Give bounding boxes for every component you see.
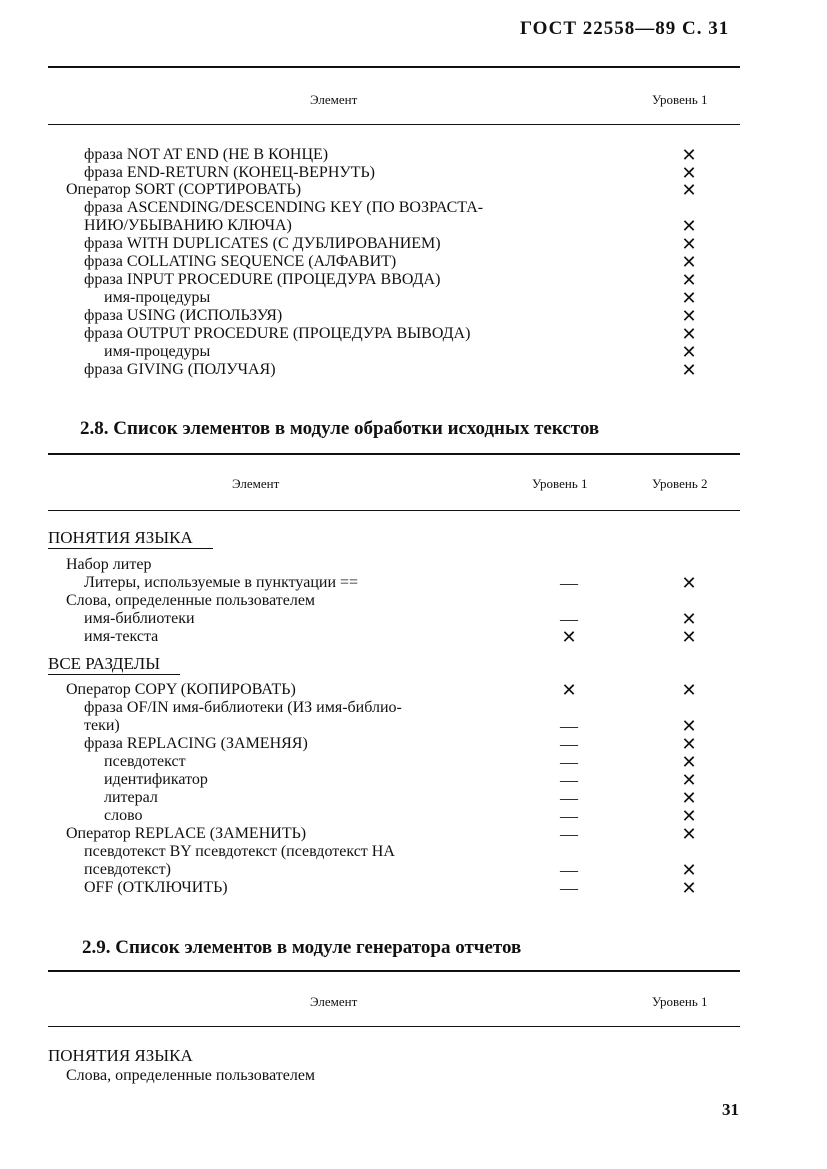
row-text: фраза INPUT PROCEDURE (ПРОЦЕДУРА ВВОДА) (84, 271, 441, 288)
table2-top-rule (48, 453, 740, 455)
table3-col-level1: Уровень 1 (652, 994, 708, 1009)
table-row (0, 253, 827, 271)
level1-mark: ✕ (681, 360, 697, 380)
level1-mark: ✕ (681, 306, 697, 326)
row-text: фраза OF/IN имя-библиотеки (ИЗ имя-библио- (84, 699, 402, 716)
row-text: фраза END-RETURN (КОНЕЦ-ВЕРНУТЬ) (84, 164, 375, 181)
table2-col-element: Элемент (232, 476, 280, 491)
table-row (0, 879, 827, 897)
table-row (0, 699, 827, 717)
table2-col-level1: Уровень 1 (532, 476, 588, 491)
row-text: Оператор COPY (КОПИРОВАТЬ) (66, 681, 296, 698)
table-row (0, 343, 827, 361)
row-text: Оператор SORT (СОРТИРОВАТЬ) (66, 181, 302, 198)
level1-mark: — (560, 734, 578, 754)
page-number: 31 (722, 1100, 739, 1119)
level1-mark: ✕ (561, 680, 577, 700)
level1-mark: ✕ (681, 252, 697, 272)
table3-col-element: Элемент (310, 994, 358, 1009)
level1-mark: ✕ (681, 145, 697, 165)
table1-header-rule (48, 124, 740, 125)
table-row (0, 753, 827, 771)
table-row (0, 181, 827, 199)
row-text: псевдотекст) (84, 861, 171, 878)
row-text: имя-процедуры (104, 343, 211, 360)
level1-mark: — (560, 860, 578, 880)
concepts-heading: ПОНЯТИЯ ЯЗЫКА (48, 528, 213, 549)
table-row (0, 164, 827, 182)
level1-mark: ✕ (681, 216, 697, 236)
row-text: идентификатор (104, 771, 208, 788)
row-text: фраза OUTPUT PROCEDURE (ПРОЦЕДУРА ВЫВОДА) (84, 325, 471, 342)
level1-mark: ✕ (561, 627, 577, 647)
level1-mark: ✕ (681, 180, 697, 200)
level1-mark: ✕ (681, 342, 697, 362)
table-row (0, 861, 827, 879)
level1-mark: — (560, 770, 578, 790)
level1-mark: ✕ (681, 324, 697, 344)
table-row (0, 361, 827, 379)
row-text: литерал (104, 789, 158, 806)
row-text: фраза COLLATING SEQUENCE (АЛФАВИТ) (84, 253, 397, 270)
row-text: теки) (84, 717, 120, 734)
row-text: фраза ASCENDING/DESCENDING KEY (ПО ВОЗРАСТА- (84, 199, 484, 216)
level2-mark: ✕ (681, 752, 697, 772)
row-text: фраза WITH DUPLICATES (С ДУБЛИРОВАНИЕМ) (84, 235, 441, 252)
table-row (0, 807, 827, 825)
concepts-heading-2: ПОНЯТИЯ ЯЗЫКА (48, 1046, 193, 1065)
level2-mark: ✕ (681, 573, 697, 593)
table-row (0, 735, 827, 753)
table-row (0, 271, 827, 289)
table-row (0, 717, 827, 735)
row-text: НИЮ/УБЫВАНИЮ КЛЮЧА) (84, 217, 292, 234)
level1-mark: — (560, 752, 578, 772)
level1-mark: — (560, 788, 578, 808)
table-row (0, 289, 827, 307)
table3-top-rule (48, 970, 740, 972)
row-text: Оператор REPLACE (ЗАМЕНИТЬ) (66, 825, 307, 842)
level2-mark: ✕ (681, 627, 697, 647)
level2-mark: ✕ (681, 878, 697, 898)
row-text: Литеры, используемые в пунктуации == (84, 574, 359, 591)
row-text: псевдотекст BY псевдотекст (псевдотекст НА (84, 843, 395, 860)
row-text: имя-библиотеки (84, 610, 195, 627)
table-row (0, 771, 827, 789)
table-row (0, 789, 827, 807)
section-2-8-title: 2.8. Список элементов в модуле обработки исходных текстов (80, 418, 600, 439)
level1-mark: — (560, 573, 578, 593)
table-row (0, 307, 827, 325)
level1-mark: ✕ (681, 163, 697, 183)
level2-mark: ✕ (681, 806, 697, 826)
table-row (0, 217, 827, 235)
table-row (0, 843, 827, 861)
level2-mark: ✕ (681, 788, 697, 808)
table-row (0, 825, 827, 843)
table1-top-rule (48, 66, 740, 68)
table-row (0, 592, 827, 610)
table-row (0, 610, 827, 628)
level2-mark: ✕ (681, 860, 697, 880)
level2-mark: ✕ (681, 716, 697, 736)
level1-mark: ✕ (681, 288, 697, 308)
table-row (0, 146, 827, 164)
table-row (0, 681, 827, 699)
level1-mark: — (560, 824, 578, 844)
table-row (0, 556, 827, 574)
row-text: фраза NOT AT END (НЕ В КОНЦЕ) (84, 146, 329, 163)
level1-mark: ✕ (681, 234, 697, 254)
level1-mark: — (560, 806, 578, 826)
row-text: имя-процедуры (104, 289, 211, 306)
level2-mark: ✕ (681, 770, 697, 790)
row-text: фраза REPLACING (ЗАМЕНЯЯ) (84, 735, 308, 752)
table-row (0, 235, 827, 253)
page-header: ГОСТ 22558—89 С. 31 (520, 18, 730, 39)
level2-mark: ✕ (681, 609, 697, 629)
level2-mark: ✕ (681, 734, 697, 754)
row-text: Слова, определенные пользователем (66, 1067, 316, 1084)
level2-mark: ✕ (681, 824, 697, 844)
table-row (0, 199, 827, 217)
row-text: псевдотекст (104, 753, 186, 770)
table1-col-level1: Уровень 1 (652, 92, 708, 107)
table3-header-rule (48, 1026, 740, 1027)
table-row (0, 1067, 827, 1085)
table-row (0, 628, 827, 646)
divisions-heading: ВСЕ РАЗДЕЛЫ (48, 654, 180, 675)
row-text: фраза USING (ИСПОЛЬЗУЯ) (84, 307, 283, 324)
level1-mark: ✕ (681, 270, 697, 290)
row-text: Слова, определенные пользователем (66, 592, 316, 609)
row-text: фраза GIVING (ПОЛУЧАЯ) (84, 361, 276, 378)
level1-mark: — (560, 609, 578, 629)
table2-header-rule (48, 510, 740, 511)
section-2-9-title: 2.9. Список элементов в модуле генератора отчетов (82, 937, 522, 958)
row-text: OFF (ОТКЛЮЧИТЬ) (84, 879, 228, 896)
table1-col-element: Элемент (310, 92, 358, 107)
level1-mark: — (560, 878, 578, 898)
level2-mark: ✕ (681, 680, 697, 700)
table-row (0, 325, 827, 343)
table2-col-level2: Уровень 2 (652, 476, 708, 491)
table-row (0, 574, 827, 592)
level1-mark: — (560, 716, 578, 736)
row-text: слово (104, 807, 143, 824)
row-text: имя-текста (84, 628, 159, 645)
row-text: Набор литер (66, 556, 152, 573)
